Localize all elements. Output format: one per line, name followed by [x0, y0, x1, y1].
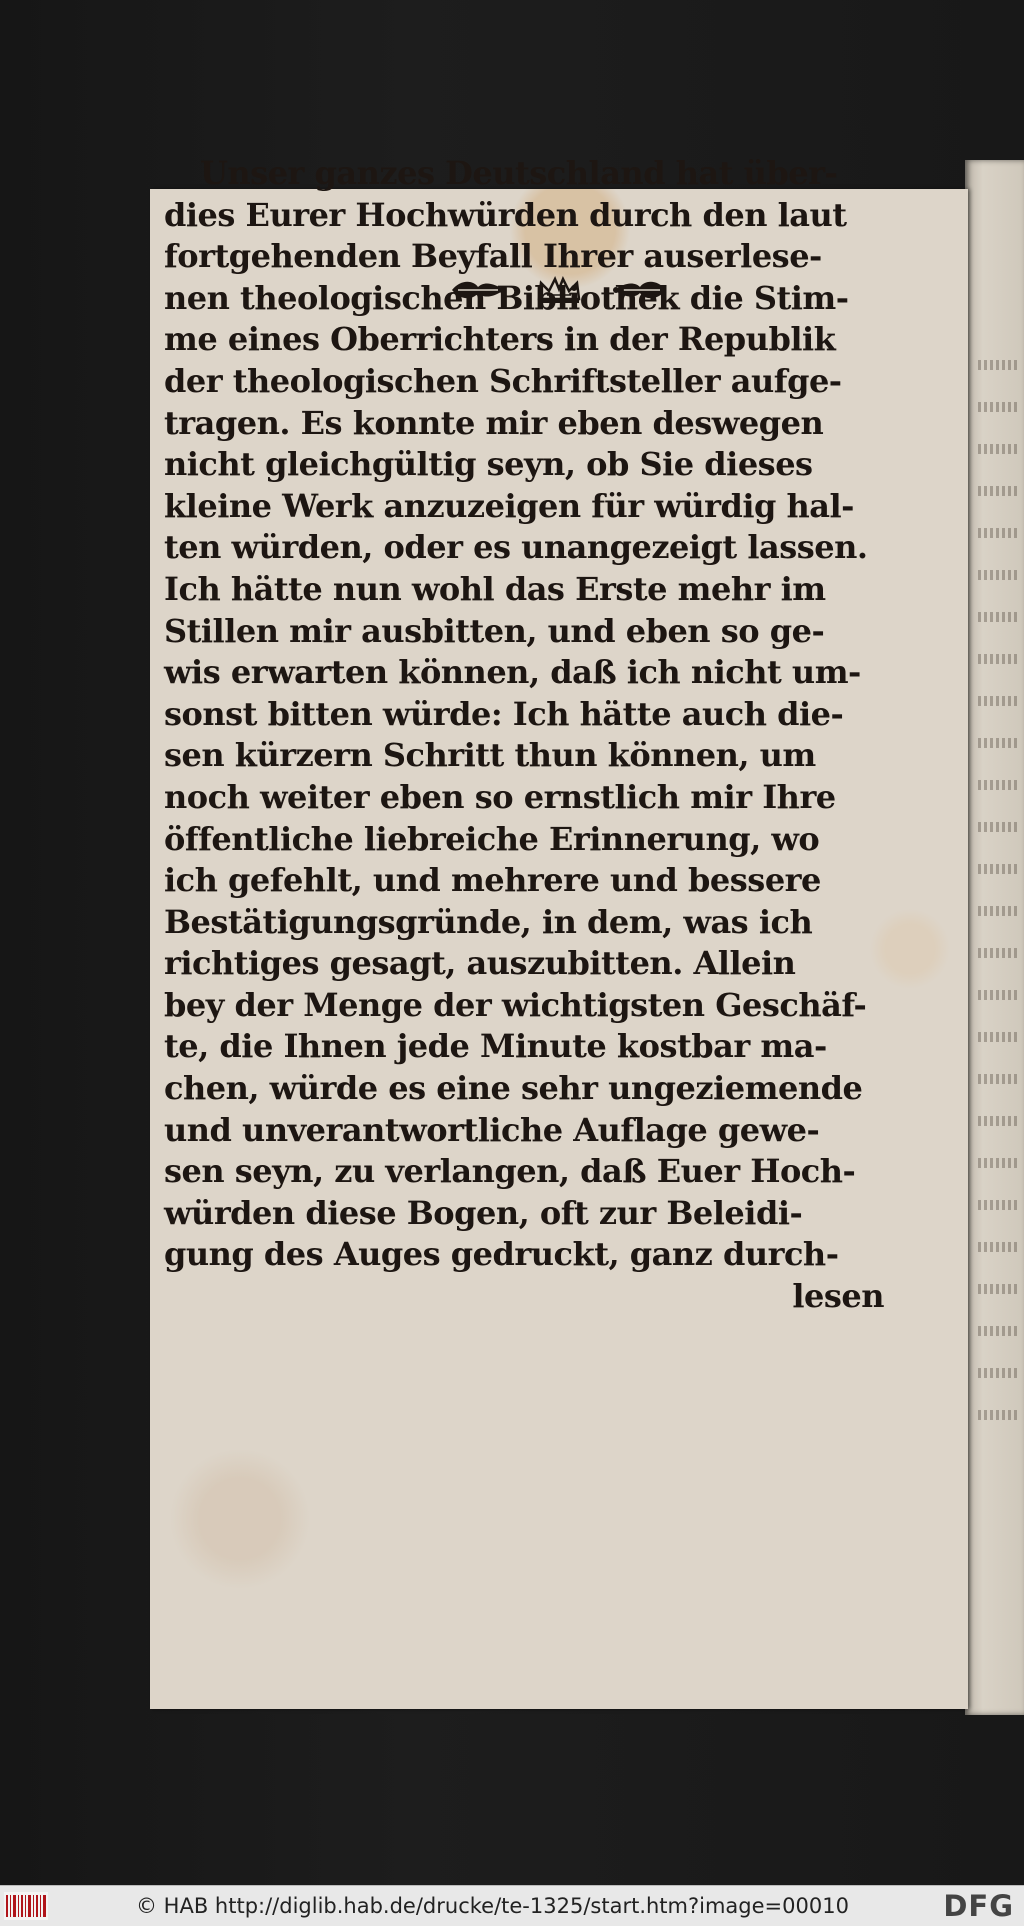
bleed-through-line	[978, 738, 1018, 748]
bleed-through-line	[978, 444, 1018, 454]
bleed-through-line	[978, 612, 1018, 622]
text-line: Unser ganzes Deutschland hat über-	[200, 154, 838, 192]
bleed-through-line	[978, 1074, 1018, 1084]
text-line: Bestätigungsgründe, in dem, was ich	[164, 902, 813, 941]
bleed-through-line	[978, 780, 1018, 790]
hab-barcode-logo-icon	[4, 1892, 48, 1920]
text-line: chen, würde es eine sehr ungeziemende	[164, 1069, 863, 1108]
page-text	[164, 153, 964, 1318]
text-line: tragen. Es konnte mir eben deswegen	[164, 403, 824, 442]
text-line: würden diese Bogen, oft zur Beleidi-	[164, 1193, 803, 1232]
bleed-through-line	[978, 906, 1018, 916]
bleed-through-line	[978, 402, 1018, 412]
bleed-through-line	[978, 1410, 1018, 1420]
text-line: dies Eurer Hochwürden durch den laut	[164, 195, 847, 234]
bleed-through-line	[978, 570, 1018, 580]
text-line: sonst bitten würde: Ich hätte auch die-	[164, 694, 844, 733]
bleed-through-line	[978, 654, 1018, 664]
text-line: Stillen mir ausbitten, und eben so ge-	[164, 611, 825, 650]
bleed-through-line	[978, 990, 1018, 1000]
next-page-edge	[965, 160, 1024, 1715]
text-line: fortgehenden Beyfall Ihrer auserlese-	[164, 237, 822, 276]
text-line: sen kürzern Schritt thun können, um	[164, 736, 816, 775]
text-line: noch weiter eben so ernstlich mir Ihre	[164, 777, 836, 816]
text-line: gung des Auges gedruckt, ganz durch-	[164, 1235, 839, 1274]
bleed-through-line	[978, 528, 1018, 538]
text-line: richtiges gesagt, auszubitten. Allein	[164, 944, 796, 983]
bleed-through-line	[978, 1284, 1018, 1294]
bleed-through-line	[978, 360, 1018, 370]
text-line: sen seyn, zu verlangen, daß Euer Hoch-	[164, 1152, 856, 1191]
catchword: lesen	[792, 1277, 884, 1316]
bleed-through-line	[978, 822, 1018, 832]
bleed-through-line	[978, 1326, 1018, 1336]
text-line: öffentliche liebreiche Erinnerung, wo	[164, 819, 820, 858]
text-line: Ich hätte nun wohl das Erste mehr im	[164, 569, 826, 608]
bleed-through-line	[978, 1368, 1018, 1378]
text-line: me eines Oberrichters in der Republik	[164, 320, 836, 359]
text-line: ten würden, oder es unangezeigt lassen.	[164, 528, 868, 567]
footer-bar	[0, 1885, 1024, 1926]
text-line: wis erwarten können, daß ich nicht um-	[164, 653, 861, 692]
text-line: und unverantwortliche Auflage gewe-	[164, 1110, 820, 1149]
bleed-through-line	[978, 486, 1018, 496]
text-line: te, die Ihnen jede Minute kostbar ma-	[164, 1027, 827, 1066]
text-line: bey der Menge der wichtigsten Geschäf-	[164, 985, 867, 1024]
text-line: nicht gleichgültig seyn, ob Sie dieses	[164, 445, 813, 484]
bleed-through-line	[978, 1032, 1018, 1042]
text-line: nen theologischen Bibliothek die Stim-	[164, 278, 849, 317]
bleed-through-line	[978, 864, 1018, 874]
bleed-through-line	[978, 1116, 1018, 1126]
bleed-through-line	[978, 1242, 1018, 1252]
bleed-through-line	[978, 1200, 1018, 1210]
text-line: ich gefehlt, und mehrere und bessere	[164, 861, 821, 900]
bleed-through-line	[978, 696, 1018, 706]
bleed-through-line	[978, 948, 1018, 958]
text-line: der theologischen Schriftsteller aufge-	[164, 361, 842, 400]
text-line: kleine Werk anzuzeigen für würdig hal-	[164, 486, 854, 525]
footer-source-link[interactable]: © HAB http://diglib.hab.de/drucke/te-1325/start.htm?image=00010	[136, 1894, 849, 1918]
bleed-through-line	[978, 1158, 1018, 1168]
dfg-logo: DFG	[943, 1889, 1014, 1923]
